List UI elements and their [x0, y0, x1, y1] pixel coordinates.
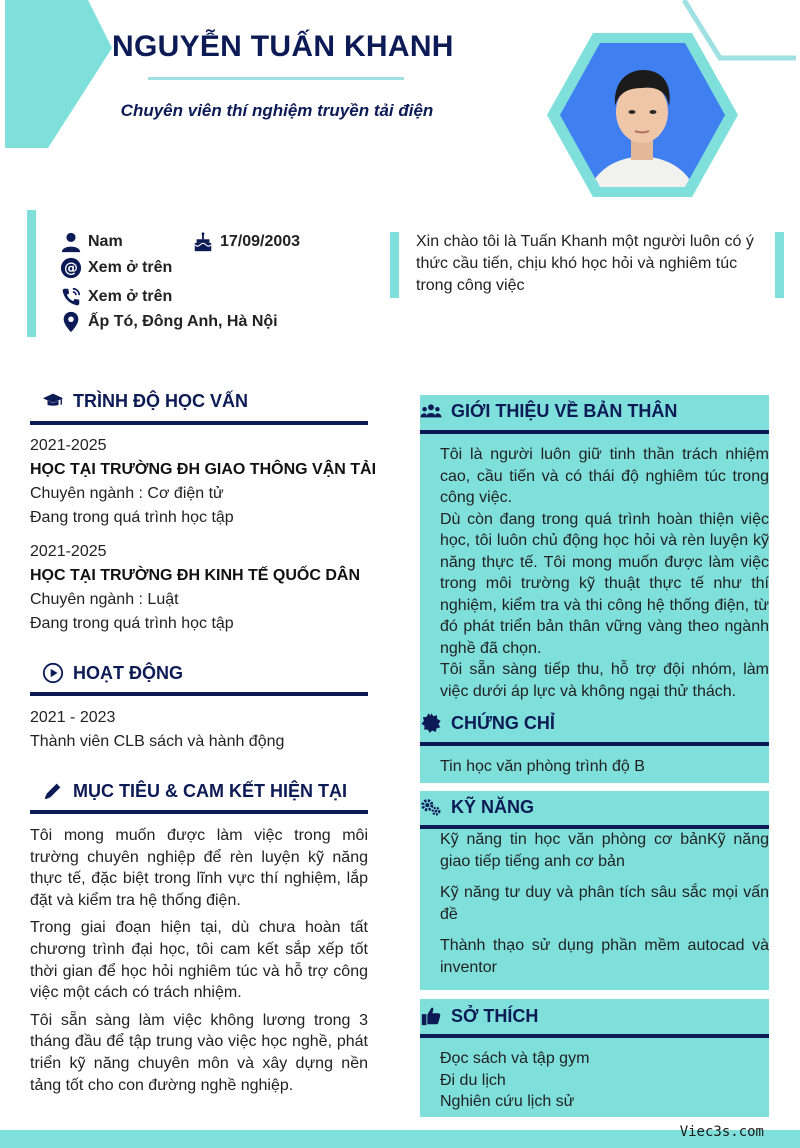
contact-accent-bar [27, 210, 36, 337]
about-body [440, 444, 769, 702]
education-years: 2021-2025 [30, 543, 107, 560]
skills-title: KỸ NĂNG [451, 796, 535, 817]
hobbies-list [440, 1048, 589, 1113]
intro-text: Xin chào tôi là Tuấn Khanh một người luôn có ý thức cầu tiến, chịu khó học hỏi và nghiêm túc trong công việc [416, 233, 754, 294]
candidate-name: NGUYỄN TUẤN KHANH [112, 30, 454, 63]
name-underline [148, 77, 404, 80]
about-rule [420, 430, 769, 434]
about-title: GIỚI THIỆU VỀ BẢN THÂN [451, 400, 678, 421]
intro-accent-left [390, 232, 399, 298]
gender-row [60, 231, 123, 253]
pencil-icon [42, 780, 64, 802]
about-paragraph: Dù còn đang trong quá trình hoàn thiện việc học, tôi luôn chủ động học hỏi và rèn luyện kỹ năng thực tế. Tôi mong muốn được làm việc trong môi trường kỹ thuật thực tế như thí nghiệm, kiểm tra và thi công hệ thống điện, từ đó phát triển bản thân vững vàng theo ngành nghề đã chọn. [440, 510, 769, 657]
users-group-icon [420, 400, 442, 422]
gender-value: Nam [88, 233, 123, 250]
certificates-title: CHỨNG CHỈ [451, 712, 555, 733]
certificates-rule [420, 742, 769, 746]
intro-accent-right [775, 232, 784, 298]
address-value: Ấp Tó, Đông Anh, Hà Nội [88, 313, 278, 330]
profile-photo [545, 30, 740, 200]
certificate-badge-icon [420, 712, 442, 734]
education-title: TRÌNH ĐỘ HỌC VẤN [73, 390, 248, 411]
graduation-cap-icon [42, 390, 64, 412]
education-status: Đang trong quá trình học tập [30, 509, 234, 526]
goals-title: MỤC TIÊU & CAM KẾT HIỆN TẠI [73, 780, 347, 801]
hobby-item: Nghiên cứu lịch sử [440, 1093, 575, 1110]
thumbs-up-icon [420, 1005, 442, 1027]
email-at-icon [60, 257, 82, 279]
corner-decoration-top-left [0, 0, 120, 150]
activity-item [30, 706, 284, 754]
watermark: Viec3s.com [679, 1124, 764, 1140]
phone-value: Xem ở trên [88, 288, 173, 305]
skill-item: Kỹ năng tin học văn phòng cơ bảnKỹ năng giao tiếp tiếng anh cơ bản [440, 831, 769, 870]
hobbies-rule [420, 1034, 769, 1038]
skill-item: Thành thạo sử dụng phần mềm autocad và inventor [440, 937, 769, 976]
phone-row [60, 286, 172, 308]
goals-paragraph: Trong giai đoạn hiện tại, dù chưa hoàn tất chương trình đại học, tôi cam kết sắp xếp tốt thời gian để học hỏi nghiêm túc và hỗ trợ công việc một cách có trách nhiệm. [30, 919, 368, 1002]
birthday-row [192, 231, 300, 253]
skills-list [440, 829, 769, 978]
activities-heading [42, 662, 183, 684]
education-years: 2021-2025 [30, 437, 107, 454]
activity-years: 2021 - 2023 [30, 709, 116, 726]
goals-body [30, 825, 368, 1096]
email-value: Xem ở trên [88, 259, 173, 276]
job-title: Chuyên viên thí nghiệm truyền tải điện [120, 101, 434, 120]
education-major: Chuyên ngành : Luật [30, 591, 179, 608]
user-icon [60, 231, 82, 253]
about-paragraph: Tôi sẵn sàng tiếp thu, hỗ trợ đội nhóm, làm việc dưới áp lực và không ngại thử thách. [440, 661, 769, 700]
skills-heading [420, 796, 534, 818]
phone-icon [60, 286, 82, 308]
address-row [60, 311, 278, 333]
hobby-item: Đi du lịch [440, 1071, 506, 1089]
education-item [30, 434, 376, 530]
location-pin-icon [60, 311, 82, 333]
education-rule [30, 421, 368, 425]
goals-paragraph: Tôi mong muốn được làm việc trong môi trường chuyên nghiệp để rèn luyện kỹ năng thực tế, đặc biệt trong lĩnh vực thí nghiệm, lắp đặt và kiểm tra hệ thống điện. [30, 827, 368, 909]
about-heading [420, 400, 677, 422]
activities-rule [30, 692, 368, 696]
birthday-cake-icon [192, 231, 214, 253]
svg-text:@: @ [64, 260, 78, 277]
education-major: Chuyên ngành : Cơ điện tử [30, 485, 224, 502]
email-row [60, 257, 172, 279]
skill-item: Kỹ năng tư duy và phân tích sâu sắc mọi vấn đề [440, 884, 769, 923]
gears-icon [420, 796, 442, 818]
activity-description: Thành viên CLB sách và hành động [30, 733, 285, 750]
education-status: Đang trong quá trình học tập [30, 615, 234, 632]
birthday-value: 17/09/2003 [220, 233, 301, 250]
play-circle-icon [42, 662, 64, 684]
certificate-item: Tin học văn phòng trình độ B [440, 758, 645, 775]
education-item [30, 540, 360, 636]
certificates-heading [420, 712, 555, 734]
goals-paragraph: Tôi sẵn sàng làm việc không lương trong 3 tháng đầu để tập trung vào việc học nghề, phát triển kỹ năng chuyên môn và xây dựng nền tảng tốt cho con đường nghề nghiệp. [30, 1011, 368, 1094]
about-paragraph: Tôi là người luôn giữ tinh thần trách nhiệm cao, cầu tiến và có thái độ nghiêm túc trong công việc. [440, 446, 769, 506]
hobbies-title: SỞ THÍCH [451, 1005, 539, 1026]
education-heading [42, 390, 248, 412]
activities-title: HOẠT ĐỘNG [73, 662, 183, 683]
goals-heading [42, 780, 347, 802]
education-school: HỌC TẠI TRƯỜNG ĐH KINH TẾ QUỐC DÂN [30, 567, 361, 584]
goals-rule [30, 810, 368, 814]
hobbies-heading [420, 1005, 538, 1027]
education-school: HỌC TẠI TRƯỜNG ĐH GIAO THÔNG VẬN TẢI [30, 461, 377, 478]
hobby-item: Đọc sách và tập gym [440, 1050, 590, 1067]
